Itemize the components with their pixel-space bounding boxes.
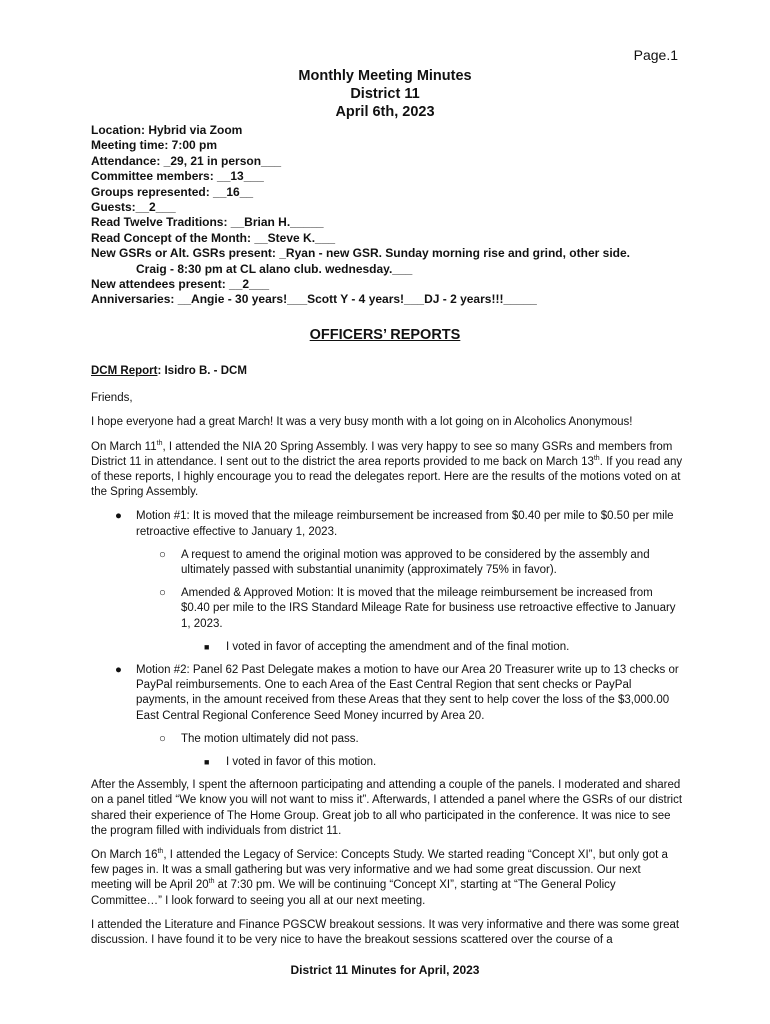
bullet-circle-icon: ○ bbox=[159, 732, 166, 745]
paragraph-breakout-sessions: I attended the Literature and Finance PGSCW breakout sessions. It was very informative and there was some great discussion. I have found it to be very nice to have the breakout sessions scattered over the course of a bbox=[91, 918, 680, 947]
text-run: , I attended the Legacy of Service: Concepts Study. We started reading “Concept XI”, but only got a few pages in. It was a small gathering but was very informative and we had some great discussion. Our next meeting will be April 20 bbox=[91, 849, 668, 892]
motion-2-vote: I voted in favor of this motion. bbox=[226, 756, 377, 769]
motion-1-vote: I voted in favor of accepting the amendment and of the final motion. bbox=[226, 640, 570, 653]
bullet-square-icon: ■ bbox=[204, 641, 210, 652]
committee-line: Committee members: __13___ bbox=[91, 169, 264, 184]
anniversaries-line: Anniversaries: __Angie - 30 years!___Scott Y - 4 years!___DJ - 2 years!!!_____ bbox=[91, 292, 537, 307]
superscript: th bbox=[208, 878, 215, 886]
bullet-disc-icon: ● bbox=[115, 510, 122, 523]
bullet-circle-icon: ○ bbox=[159, 548, 166, 561]
dcm-name: : Isidro B. - DCM bbox=[157, 365, 247, 377]
new-gsrs-line-2: Craig - 8:30 pm at CL alano club. wednesday.___ bbox=[136, 261, 413, 276]
paragraph-concepts-study bbox=[91, 848, 683, 909]
text-run: On March 11 bbox=[91, 440, 157, 453]
bullet-square-icon: ■ bbox=[204, 757, 210, 768]
new-attendees-line: New attendees present: __2___ bbox=[91, 277, 270, 292]
list-item bbox=[91, 755, 683, 770]
list-item bbox=[91, 586, 683, 632]
motion-2-text: Motion #2: Panel 62 Past Delegate makes a motion to have our Area 20 Treasurer write up to 13 checks or PayPal reimbursements. One to each Area of the East Central Region that sent checks or PayPal payments, in the amount received from these Areas that they sent to help cover the loss of the $3,000.00 East Central Regional Conference Seed Money incurred by Area 20. bbox=[136, 664, 679, 722]
dcm-report-label: DCM Report bbox=[91, 365, 158, 377]
text-run: , I attended the NIA 20 Spring Assembly. I was very happy to see so many GSRs and members from District 11 in attendance. I sent out to the district the area reports provided to me back on March 13 bbox=[91, 440, 673, 468]
motion-1-sub-a: A request to amend the original motion was approved to be considered by the assembly and ultimately passed with substantial unanimity (approximately 75% in favor). bbox=[181, 548, 650, 577]
attendance-line: Attendance: _29, 21 in person___ bbox=[91, 153, 282, 168]
location-line: Location: Hybrid via Zoom bbox=[91, 123, 243, 137]
page-number: Page.1 bbox=[633, 47, 678, 63]
superscript: th bbox=[593, 454, 600, 462]
superscript: th bbox=[156, 439, 163, 447]
groups-line: Groups represented: __16__ bbox=[91, 184, 254, 199]
paragraph-assembly bbox=[91, 440, 683, 501]
paragraph-after-assembly: After the Assembly, I spent the afternoon participating and attending a couple of the panels. I moderated and shared on a panel titled “We know you will not want to miss it”. Afterwards, I attended a panel where the GSRs of our district shared their experience of The Home Group. Great job to all who participated in the conference. It was nice to see the program filled with individuals from district 11. bbox=[91, 779, 683, 837]
dcm-report-heading bbox=[91, 364, 683, 379]
text-run: On March 16 bbox=[91, 849, 158, 862]
page-footer: District 11 Minutes for April, 2023 bbox=[290, 963, 480, 977]
bullet-circle-icon: ○ bbox=[159, 587, 166, 600]
list-item bbox=[91, 509, 683, 539]
list-item bbox=[91, 640, 683, 655]
concept-line: Read Concept of the Month: __Steve K.___ bbox=[91, 230, 336, 245]
motions-list bbox=[91, 509, 683, 770]
district-name: District 11 bbox=[350, 86, 420, 102]
list-item bbox=[91, 548, 683, 578]
motion-1-sub-b: Amended & Approved Motion: It is moved that the mileage reimbursement be increased from $0.40 per mile to the IRS Standard Mileage Rate for business use retroactive effective to January 1, 2023. bbox=[181, 587, 676, 630]
paragraph-intro: I hope everyone had a great March! It was a very busy month with a lot going on in Alcoholics Anonymous! bbox=[91, 416, 633, 429]
greeting: Friends, bbox=[91, 392, 133, 405]
list-item bbox=[91, 663, 683, 724]
bullet-disc-icon: ● bbox=[115, 664, 122, 677]
text-run: at 7:30 pm. We will be continuing “Concept XI”, starting at “The General Policy Committee…” I look forward to seeing you all at our next meeting. bbox=[91, 879, 616, 907]
motion-1-text: Motion #1: It is moved that the mileage reimbursement be increased from $0.40 per mile to $0.50 per mile retroactive effective to January 1, 2023. bbox=[136, 510, 674, 538]
new-gsrs-line: New GSRs or Alt. GSRs present: _Ryan - new GSR. Sunday morning rise and grind, other side. bbox=[91, 246, 630, 261]
meeting-time-line: Meeting time: 7:00 pm bbox=[91, 138, 218, 153]
officers-reports-heading: OFFICERS’ REPORTS bbox=[309, 327, 461, 343]
dcm-report-body bbox=[91, 364, 683, 957]
meeting-details bbox=[91, 123, 691, 308]
traditions-line: Read Twelve Traditions: __Brian H._____ bbox=[91, 215, 324, 230]
document-header bbox=[0, 67, 770, 121]
guests-line: Guests:__2___ bbox=[91, 200, 176, 215]
motion-2-sub-a: The motion ultimately did not pass. bbox=[181, 732, 359, 745]
superscript: th bbox=[157, 848, 164, 856]
meeting-date: April 6th, 2023 bbox=[335, 104, 435, 120]
list-item bbox=[91, 732, 683, 747]
text-run: . If you read any of these reports, I highly encourage you to read the delegates report. Here are the results of the motions voted on at the Spring Assembly. bbox=[91, 455, 683, 499]
document-title: Monthly Meeting Minutes bbox=[298, 68, 472, 84]
